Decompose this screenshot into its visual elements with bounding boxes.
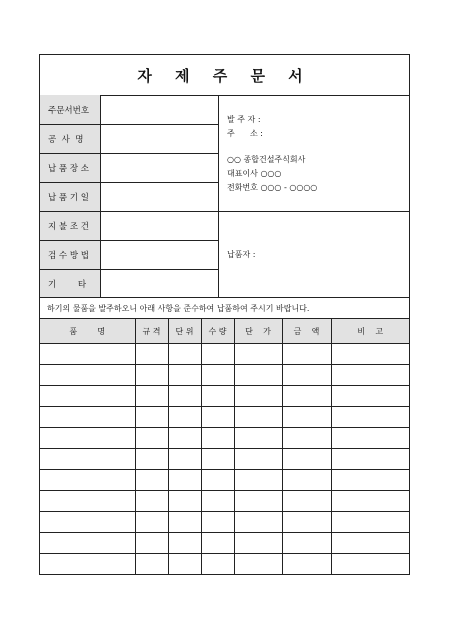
label-delivery-place: 납 품 장 소	[40, 154, 101, 183]
items-body	[40, 344, 409, 575]
table-cell[interactable]	[282, 554, 331, 575]
header-remarks: 비 고	[331, 319, 409, 344]
label-other: 기 타	[40, 270, 101, 298]
table-cell[interactable]	[331, 344, 409, 365]
table-cell[interactable]	[168, 533, 201, 554]
payment-terms-field[interactable]	[101, 212, 219, 241]
table-cell[interactable]	[234, 449, 282, 470]
table-cell[interactable]	[201, 344, 234, 365]
table-cell[interactable]	[282, 344, 331, 365]
table-cell[interactable]	[282, 512, 331, 533]
table-cell[interactable]	[135, 491, 168, 512]
table-cell[interactable]	[135, 386, 168, 407]
table-cell[interactable]	[331, 470, 409, 491]
table-cell[interactable]	[282, 470, 331, 491]
table-row	[40, 554, 409, 575]
table-cell[interactable]	[331, 365, 409, 386]
order-form	[39, 54, 410, 575]
table-cell[interactable]	[168, 428, 201, 449]
table-cell[interactable]	[168, 554, 201, 575]
table-cell[interactable]	[331, 533, 409, 554]
table-row	[40, 470, 409, 491]
table-cell[interactable]	[135, 554, 168, 575]
label-inspection-method: 검 수 방 법	[40, 241, 101, 270]
header-quantity: 수 량	[201, 319, 234, 344]
table-cell[interactable]	[40, 512, 135, 533]
table-row	[40, 533, 409, 554]
table-cell[interactable]	[331, 428, 409, 449]
table-cell[interactable]	[135, 533, 168, 554]
other-field[interactable]	[101, 270, 219, 298]
table-cell[interactable]	[282, 386, 331, 407]
table-cell[interactable]	[282, 491, 331, 512]
table-cell[interactable]	[40, 533, 135, 554]
table-row	[40, 449, 409, 470]
header-unit: 단 위	[168, 319, 201, 344]
table-cell[interactable]	[282, 533, 331, 554]
table-cell[interactable]	[282, 407, 331, 428]
table-cell[interactable]	[135, 407, 168, 428]
project-name-field[interactable]	[101, 125, 219, 154]
table-cell[interactable]	[282, 428, 331, 449]
table-cell[interactable]	[234, 344, 282, 365]
table-cell[interactable]	[40, 386, 135, 407]
items-table	[40, 319, 409, 575]
table-cell[interactable]	[168, 512, 201, 533]
table-cell[interactable]	[40, 470, 135, 491]
table-row	[40, 512, 409, 533]
items-header-row	[40, 319, 409, 344]
table-cell[interactable]	[135, 428, 168, 449]
table-cell[interactable]	[135, 365, 168, 386]
table-row	[40, 428, 409, 449]
table-cell[interactable]	[234, 512, 282, 533]
label-payment-terms: 지 불 조 건	[40, 212, 101, 241]
table-cell[interactable]	[168, 386, 201, 407]
orderer-ceo: 대표이사 ○○○	[227, 169, 282, 178]
label-order-number: 주문서번호	[40, 95, 101, 125]
table-cell[interactable]	[168, 449, 201, 470]
table-cell[interactable]	[201, 491, 234, 512]
table-cell[interactable]	[201, 470, 234, 491]
table-cell[interactable]	[201, 386, 234, 407]
table-cell[interactable]	[331, 407, 409, 428]
table-cell[interactable]	[168, 365, 201, 386]
table-cell[interactable]	[331, 512, 409, 533]
form-title: 자 제 주 문 서	[40, 55, 409, 96]
inspection-method-field[interactable]	[101, 241, 219, 270]
notice-text: 하기의 물품을 발주하오니 아래 사항을 준수하여 납품하여 주시기 바랍니다.	[40, 298, 409, 319]
table-cell[interactable]	[135, 344, 168, 365]
label-delivery-date: 납 품 기 일	[40, 183, 101, 212]
table-cell[interactable]	[282, 449, 331, 470]
table-cell[interactable]	[40, 491, 135, 512]
orderer-address-label: 주 소 :	[227, 129, 263, 138]
orderer-company: ○○ 종합건설주식회사	[227, 155, 306, 164]
header-item-name: 품 명	[40, 319, 135, 344]
table-cell[interactable]	[40, 365, 135, 386]
header-unit-price: 단 가	[234, 319, 282, 344]
table-cell[interactable]	[234, 365, 282, 386]
table-cell[interactable]	[201, 365, 234, 386]
table-cell[interactable]	[282, 365, 331, 386]
order-number-field[interactable]	[101, 95, 219, 125]
label-project-name: 공 사 명	[40, 125, 101, 154]
table-cell[interactable]	[168, 407, 201, 428]
table-row	[40, 491, 409, 512]
table-cell[interactable]	[135, 449, 168, 470]
table-cell[interactable]	[135, 512, 168, 533]
table-cell[interactable]	[201, 428, 234, 449]
header-amount: 금 액	[282, 319, 331, 344]
table-cell[interactable]	[40, 449, 135, 470]
table-row	[40, 365, 409, 386]
table-cell[interactable]	[234, 491, 282, 512]
table-cell[interactable]	[40, 344, 135, 365]
table-cell[interactable]	[234, 554, 282, 575]
table-row	[40, 386, 409, 407]
table-cell[interactable]	[331, 491, 409, 512]
header-spec: 규 격	[135, 319, 168, 344]
table-cell[interactable]	[168, 344, 201, 365]
table-row	[40, 407, 409, 428]
table-cell[interactable]	[168, 491, 201, 512]
table-cell[interactable]	[234, 470, 282, 491]
table-cell[interactable]	[201, 533, 234, 554]
table-cell[interactable]	[168, 470, 201, 491]
table-cell[interactable]	[234, 533, 282, 554]
table-cell[interactable]	[201, 449, 234, 470]
table-cell[interactable]	[40, 554, 135, 575]
table-cell[interactable]	[234, 386, 282, 407]
delivery-date-field[interactable]	[101, 183, 219, 212]
table-cell[interactable]	[201, 512, 234, 533]
orderer-name-label: 발 주 자 :	[227, 115, 261, 124]
table-cell[interactable]	[331, 554, 409, 575]
delivery-place-field[interactable]	[101, 154, 219, 183]
table-cell[interactable]	[331, 386, 409, 407]
table-row	[40, 344, 409, 365]
orderer-info	[219, 95, 409, 212]
table-cell[interactable]	[201, 407, 234, 428]
table-cell[interactable]	[40, 407, 135, 428]
table-cell[interactable]	[40, 428, 135, 449]
table-cell[interactable]	[201, 554, 234, 575]
supplier-info	[219, 212, 409, 298]
table-cell[interactable]	[135, 470, 168, 491]
table-cell[interactable]	[331, 449, 409, 470]
table-cell[interactable]	[234, 428, 282, 449]
orderer-phone: 전화번호 ○○○ - ○○○○	[227, 183, 318, 192]
table-cell[interactable]	[234, 407, 282, 428]
supplier-label: 납품자 :	[227, 250, 256, 259]
